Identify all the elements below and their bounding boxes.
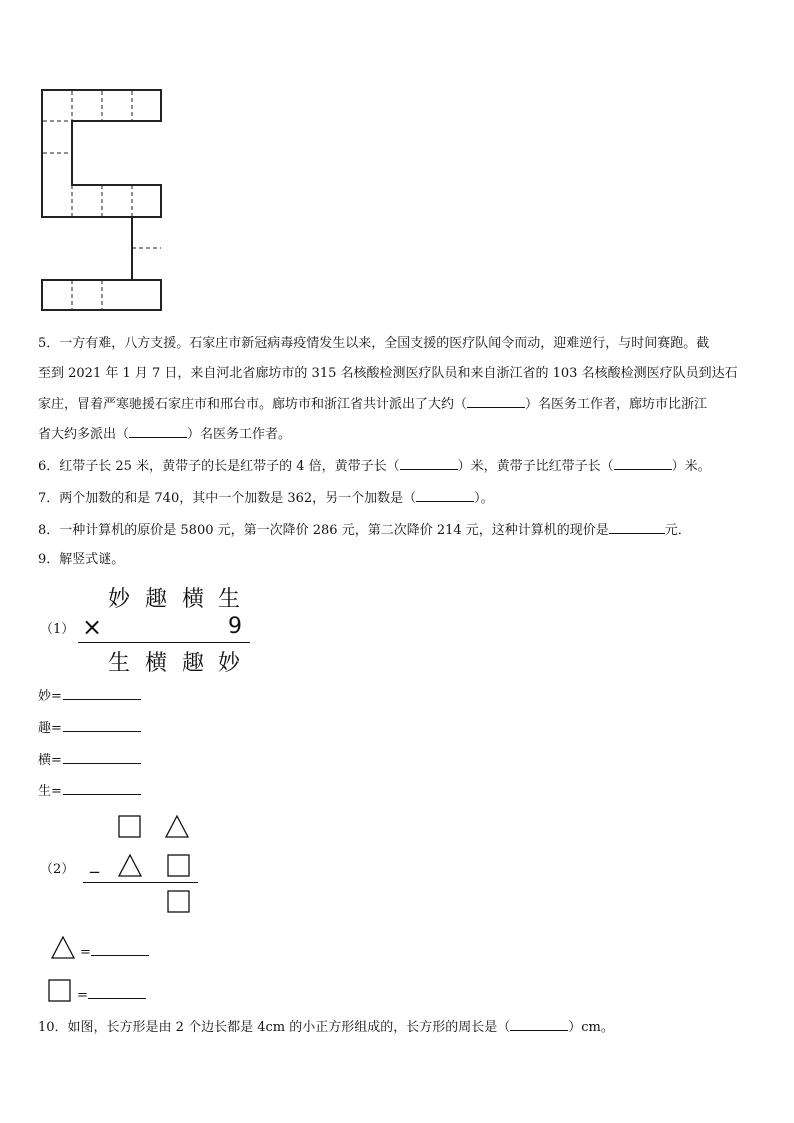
answer-heng bbox=[38, 750, 141, 770]
answer-label: 生= bbox=[38, 784, 62, 799]
top-digit: 趣 bbox=[145, 587, 168, 612]
q9-title: 9．解竖式谜。 bbox=[38, 552, 125, 567]
q5-line3 bbox=[38, 394, 707, 415]
triangle-answer bbox=[80, 942, 149, 960]
triangle-answer-blank[interactable] bbox=[91, 942, 149, 956]
q6-text-c: ）米。 bbox=[671, 459, 711, 474]
answer-label: 横= bbox=[38, 753, 62, 768]
times-sign: × bbox=[82, 613, 103, 641]
answer-miao bbox=[38, 686, 141, 706]
q5-line2: 至到 2021 年 1 月 7 日，来自河北省廊坊市的 315 名核酸检测医疗队员和来自浙江省的 103 名核酸检测医疗队员到达石 bbox=[38, 366, 738, 381]
q5-line4-text-b: ）名医务工作者。 bbox=[187, 427, 292, 442]
q6-text-b: ）米，黄带子比红带子长（ bbox=[457, 459, 614, 474]
answer-blank[interactable] bbox=[63, 718, 141, 732]
answer-label: 趣= bbox=[38, 721, 62, 736]
q6-text-a: 6．红带子长 25 米，黄带子的长是红带子的 4 倍，黄带子长（ bbox=[38, 459, 400, 474]
bottom-digit: 趣 bbox=[182, 651, 205, 676]
q6-blank-2[interactable] bbox=[614, 456, 672, 470]
q7-blank[interactable] bbox=[416, 488, 474, 502]
q5-line4-text-a: 省大约多派出（ bbox=[38, 427, 130, 442]
q5-line4 bbox=[38, 424, 291, 445]
q7-text-b: ）。 bbox=[474, 491, 494, 506]
minus-sign: _ bbox=[90, 853, 99, 874]
q10 bbox=[38, 1017, 614, 1038]
q5-line3-text-a: 家庄，冒着严寒驰援石家庄市和邢台市。廊坊市和浙江省共计派出了大约（ bbox=[38, 397, 468, 412]
q10-text-a: 10．如图，长方形是由 2 个边长都是 4cm 的小正方形组成的，长方形的周长是（ bbox=[38, 1020, 511, 1035]
product-line bbox=[78, 642, 250, 643]
answer-qu bbox=[38, 718, 141, 738]
triangle-icon bbox=[50, 935, 76, 961]
top-digit: 横 bbox=[182, 587, 205, 612]
q5-line3-text-b: ）名医务工作者，廊坊市比浙江 bbox=[525, 397, 708, 412]
bottom-digit: 横 bbox=[145, 651, 168, 676]
equals-sign: = bbox=[80, 945, 91, 960]
square-answer bbox=[77, 985, 146, 1003]
q5-line1: 5．一方有难，八方支援。石家庄市新冠病毒疫情发生以来，全国支援的医疗队闻令而动，迎难逆行，与时间赛跑。截 bbox=[38, 336, 710, 351]
s-shape-figure bbox=[40, 88, 166, 314]
square-icon bbox=[118, 815, 142, 839]
q9-p2-label: （2） bbox=[40, 862, 75, 877]
triangle-icon bbox=[164, 814, 190, 840]
answer-blank[interactable] bbox=[63, 781, 141, 795]
q8-blank[interactable] bbox=[609, 520, 665, 534]
q10-text-b: ）cm。 bbox=[568, 1020, 614, 1035]
q8 bbox=[38, 520, 691, 541]
square-icon bbox=[48, 979, 72, 1003]
answer-sheng bbox=[38, 781, 141, 801]
difference-line bbox=[83, 882, 198, 883]
q7 bbox=[38, 488, 494, 509]
q7-text-a: 7．两个加数的和是 740，其中一个加数是 362，另一个加数是（ bbox=[38, 491, 417, 506]
answer-blank[interactable] bbox=[63, 686, 141, 700]
bottom-digit: 生 bbox=[108, 651, 131, 676]
top-digit: 生 bbox=[218, 587, 241, 612]
q5-blank-2[interactable] bbox=[129, 424, 187, 438]
answer-label: 妙= bbox=[38, 689, 62, 704]
equals-sign: = bbox=[77, 988, 88, 1003]
top-digit: 妙 bbox=[108, 587, 131, 612]
square-answer-blank[interactable] bbox=[88, 985, 146, 999]
q6-blank-1[interactable] bbox=[400, 456, 458, 470]
multiplier-digit: 9 bbox=[228, 614, 242, 639]
q9-p1-label: （1） bbox=[40, 622, 75, 637]
q8-text-b: 元． bbox=[664, 523, 691, 538]
q6 bbox=[38, 456, 711, 477]
triangle-icon bbox=[117, 853, 143, 879]
q8-text-a: 8．一种计算机的原价是 5800 元，第一次降价 286 元，第二次降价 214 元，这种计算机的现价是 bbox=[38, 523, 609, 538]
bottom-digit: 妙 bbox=[218, 651, 241, 676]
q10-blank[interactable] bbox=[510, 1017, 568, 1031]
square-icon bbox=[167, 890, 191, 914]
square-icon bbox=[167, 854, 191, 878]
q5-blank-1[interactable] bbox=[467, 394, 525, 408]
answer-blank[interactable] bbox=[63, 750, 141, 764]
